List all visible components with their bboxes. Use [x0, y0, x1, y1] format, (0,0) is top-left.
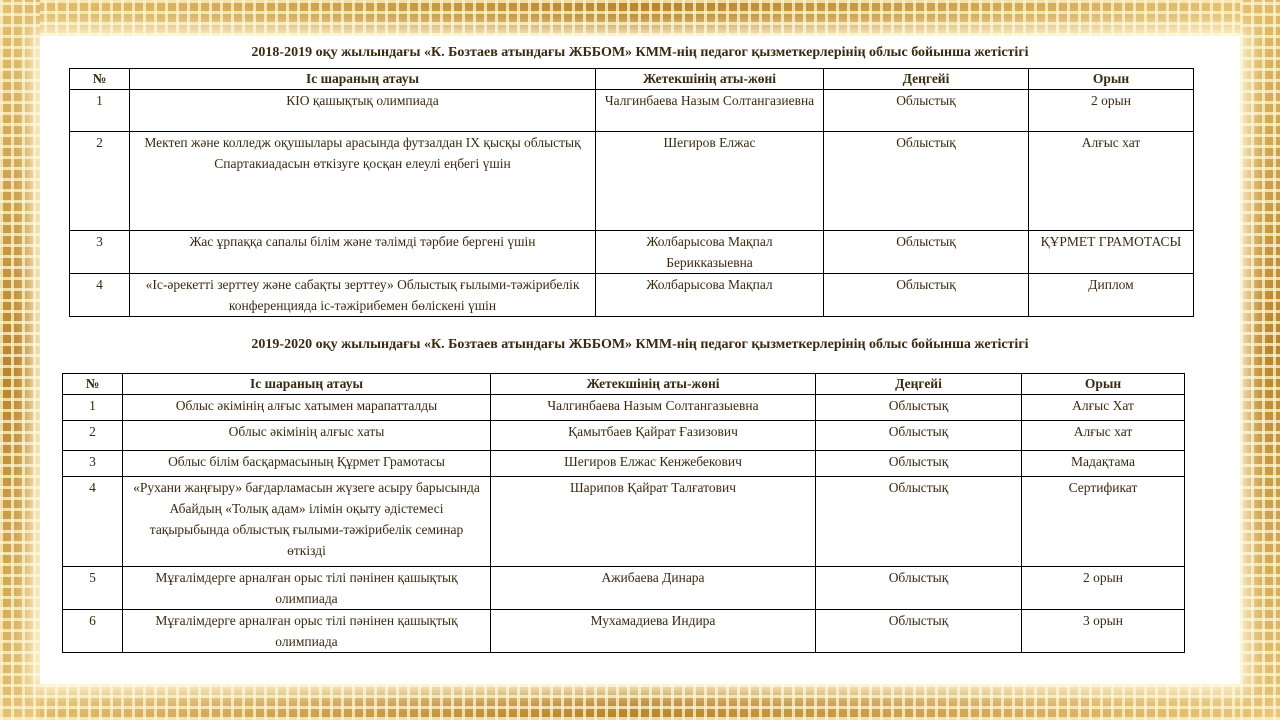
cell-event: «Іс-әрекетті зерттеу және сабақты зерттеу» Облыстық ғылыми-тәжірибелік конференцияда іс-тәжірибемен бөліскені үшін — [130, 274, 596, 317]
ornament-border-bottom — [0, 684, 1280, 720]
cell-event: Облыс білім басқармасының Құрмет Грамотасы — [123, 451, 491, 477]
cell-leader: Шарипов Қайрат Талғатович — [491, 477, 816, 567]
cell-leader: Жолбарысова Мақпал — [596, 274, 824, 317]
table1 — [69, 68, 1194, 317]
cell-place: Мадақтама — [1022, 451, 1185, 477]
header-place: Орын — [1029, 69, 1194, 90]
cell-num: 2 — [63, 421, 123, 451]
header-event: Іс шараның атауы — [130, 69, 596, 90]
cell-level: Облыстық — [816, 610, 1022, 653]
cell-event: Мұғалімдерге арналған орыс тілі пәнінен қашықтық олимпиада — [123, 610, 491, 653]
cell-leader: Чалгинбаева Назым Солтангазиевна — [596, 90, 824, 132]
cell-level: Облыстық — [824, 132, 1029, 231]
header-event: Іс шараның атауы — [123, 374, 491, 395]
table-row — [70, 90, 1194, 132]
cell-level: Облыстық — [824, 90, 1029, 132]
header-num: № — [63, 374, 123, 395]
header-level: Деңгейі — [824, 69, 1029, 90]
header-level: Деңгейі — [816, 374, 1022, 395]
table-row — [63, 610, 1185, 653]
cell-num: 4 — [70, 274, 130, 317]
table1-title: 2018-2019 оқу жылындағы «К. Бозтаев атындағы ЖББОМ» КММ-нің педагог қызметкерлерінің облыс бойынша жетістігі — [251, 45, 1029, 60]
table1-header-row — [70, 69, 1194, 90]
cell-event: Облыс әкімінің алғыс хатымен марапатталды — [123, 395, 491, 421]
cell-num: 1 — [63, 395, 123, 421]
cell-level: Облыстық — [816, 567, 1022, 610]
cell-level: Облыстық — [816, 421, 1022, 451]
cell-place: Сертификат — [1022, 477, 1185, 567]
table-row — [63, 421, 1185, 451]
ornament-border-top — [0, 0, 1280, 36]
cell-leader: Жолбарысова Мақпал Берикказыевна — [596, 231, 824, 274]
header-num: № — [70, 69, 130, 90]
table-row — [63, 451, 1185, 477]
table-row — [70, 274, 1194, 317]
cell-num: 1 — [70, 90, 130, 132]
cell-level: Облыстық — [816, 477, 1022, 567]
cell-leader: Ажибаева Динара — [491, 567, 816, 610]
cell-leader: Қамытбаев Қайрат Ғазизович — [491, 421, 816, 451]
table-row — [70, 231, 1194, 274]
cell-num: 5 — [63, 567, 123, 610]
cell-level: Облыстық — [824, 274, 1029, 317]
cell-place: Диплом — [1029, 274, 1194, 317]
cell-leader: Шегиров Елжас Кенжебекович — [491, 451, 816, 477]
table2-header-row — [63, 374, 1185, 395]
cell-place: 2 орын — [1029, 90, 1194, 132]
cell-level: Облыстық — [816, 395, 1022, 421]
cell-level: Облыстық — [824, 231, 1029, 274]
cell-place: Алғыс Хат — [1022, 395, 1185, 421]
cell-event: Мұғалімдерге арналған орыс тілі пәнінен қашықтық олимпиада — [123, 567, 491, 610]
header-leader: Жетекшінің аты-жөні — [491, 374, 816, 395]
cell-num: 6 — [63, 610, 123, 653]
header-leader: Жетекшінің аты-жөні — [596, 69, 824, 90]
table-row — [63, 395, 1185, 421]
cell-event: Мектеп және колледж оқушылары арасында футзалдан IX қысқы облыстық Спартакиадасын өткізуге қосқан елеулі еңбегі үшін — [130, 132, 596, 231]
cell-leader: Чалгинбаева Назым Солтангазыевна — [491, 395, 816, 421]
table2 — [62, 373, 1185, 653]
cell-num: 3 — [63, 451, 123, 477]
cell-place: ҚҰРМЕТ ГРАМОТАСЫ — [1029, 231, 1194, 274]
cell-place: Алғыс хат — [1029, 132, 1194, 231]
table2-title: 2019-2020 оқу жылындағы «К. Бозтаев атындағы ЖББОМ» КММ-нің педагог қызметкерлерінің облыс бойынша жетістігі — [251, 337, 1029, 352]
cell-event: «Рухани жаңғыру» бағдарламасын жүзеге асыру барысында Абайдың «Толық адам» ілімін оқыту әдістемесі тақырыбында облыстық ғылыми-тәжірибелік семинар өткізді — [123, 477, 491, 567]
cell-num: 3 — [70, 231, 130, 274]
table-row — [63, 477, 1185, 567]
table-row — [70, 132, 1194, 231]
cell-place: 2 орын — [1022, 567, 1185, 610]
cell-event: Жас ұрпаққа сапалы білім және тәлімді тәрбие бергені үшін — [130, 231, 596, 274]
cell-place: 3 орын — [1022, 610, 1185, 653]
cell-event: КІО қашықтық олимпиада — [130, 90, 596, 132]
cell-leader: Мухамадиева Индира — [491, 610, 816, 653]
table-row — [63, 567, 1185, 610]
ornament-border-left — [0, 0, 40, 720]
cell-event: Облыс әкімінің алғыс хаты — [123, 421, 491, 451]
cell-leader: Шегиров Елжас — [596, 132, 824, 231]
cell-num: 4 — [63, 477, 123, 567]
header-place: Орын — [1022, 374, 1185, 395]
cell-num: 2 — [70, 132, 130, 231]
ornament-border-right — [1240, 0, 1280, 720]
cell-place: Алғыс хат — [1022, 421, 1185, 451]
cell-level: Облыстық — [816, 451, 1022, 477]
